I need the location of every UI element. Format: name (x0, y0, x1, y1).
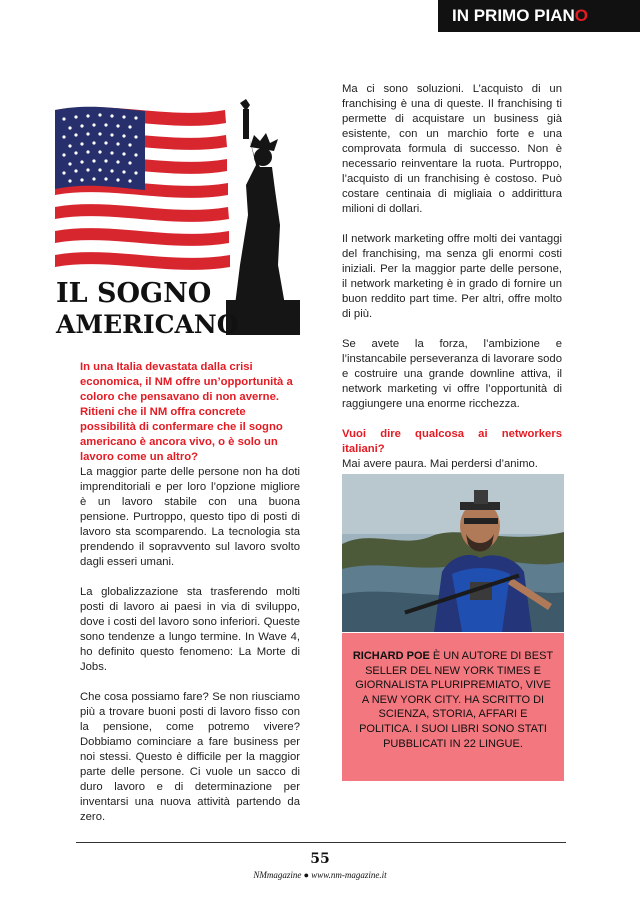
footer-separator: ● (303, 870, 310, 880)
left-paragraph: La globalizzazione sta trasferendo molti posti di lavoro ai paesi in via di sviluppo, dove i costi del lavoro sono inferiori. Queste sono tendenze a lungo termine. In Wave 4, ho definito questo fenomeno: La Morte di Jobs. (80, 586, 300, 673)
right-paragraph: Se avete la forza, l’ambizione e l’instancabile perseveranza di lavorare sodo e costruire una grande downline attiva, il network marketing vi offre l’opportunità di raggiungere una enorme ricchezza. (342, 338, 562, 410)
footer-url: www.nm-magazine.it (311, 870, 387, 880)
hero-title-line2: AMERICANO (56, 310, 239, 339)
author-name: RICHARD POE (352, 650, 430, 662)
hero-title-line1: IL SOGNO (56, 278, 212, 309)
footer-brand: NMmagazine (253, 870, 302, 880)
footer-credit (0, 870, 640, 880)
interview-answer-line1: Mai avere paura. Mai perdersi d’animo. (342, 458, 538, 470)
hero-illustration (50, 95, 300, 340)
left-paragraph: La maggior parte delle persone non ha doti imprenditoriali e per loro l’opzione migliore è un lavoro stabile con una buona pensione. Purtroppo, questo tipo di posti di lavoro sta scomparendo. La tecnologia sta prendendo il sopravvento sul lavoro svolto dagli esseri umani. (80, 466, 300, 568)
section-tag (438, 0, 640, 32)
left-paragraph: Che cosa possiamo fare? Se non riusciamo più a trovare buoni posti di lavoro fisso con la pensione, come potremo vivere? Dobbiamo cominciare a fare business per noi stessi. Questo è difficile per la maggior parte delle persone. Ci vuole un sacco di duro lavoro e di determinazione per inventarsi una nuova attività partendo da zero. (80, 691, 300, 823)
author-photo (342, 474, 564, 632)
right-column (342, 82, 562, 487)
right-paragraph: Il network marketing offre molti dei vantaggi del franchising, ma senza gli enormi costi iniziali. Per la maggior parte delle persone, il network marketing è in grado di fornire un buon reddito part time. Per altri, offre molto di più. (342, 233, 562, 320)
interview-question: Vuoi dire qualcosa ai networkers italiani? (342, 428, 562, 455)
section-title-accent: O (574, 6, 589, 25)
author-bio-text: È UN AUTORE DI BEST SELLER DEL NEW YORK TIMES E GIORNALISTA PLURIPREMIATO, VIVE A NEW YORK CITY. HA SCRITTO DI SCIENZA, STORIA, AFFARI E POLITICA. I SUOI LIBRI SONO STATI PUBBLICATI IN 22 LINGUE. (355, 650, 554, 750)
page-number: 55 (310, 851, 330, 867)
flag-statue-image (50, 95, 300, 340)
kayaker-photo (342, 474, 564, 632)
right-paragraph: Ma ci sono soluzioni. L’acquisto di un franchising è una di queste. Il franchising ti permette di acquistare un business già esistente, con un marchio forte e una comprovata formula di successo. Non è necessario reinventare la ruota. Purtroppo, l’acquisto di un franchising è costoso. Può costare centinaia di migliaia o addirittura milioni di dollari. (342, 83, 562, 215)
section-title: IN PRIMO PIAN (452, 6, 575, 25)
footer-divider (76, 842, 566, 843)
lead-question: In una Italia devastata dalla crisi economica, il NM offre un’opportunità a coloro che pensavano di non averne. Ritieni che il NM offra concrete possibilità di confermare che il sogno americano è ancora vivo, o è solo un lavoro come un altro? (80, 361, 293, 463)
left-column (80, 360, 300, 840)
author-bio-box (342, 633, 564, 781)
